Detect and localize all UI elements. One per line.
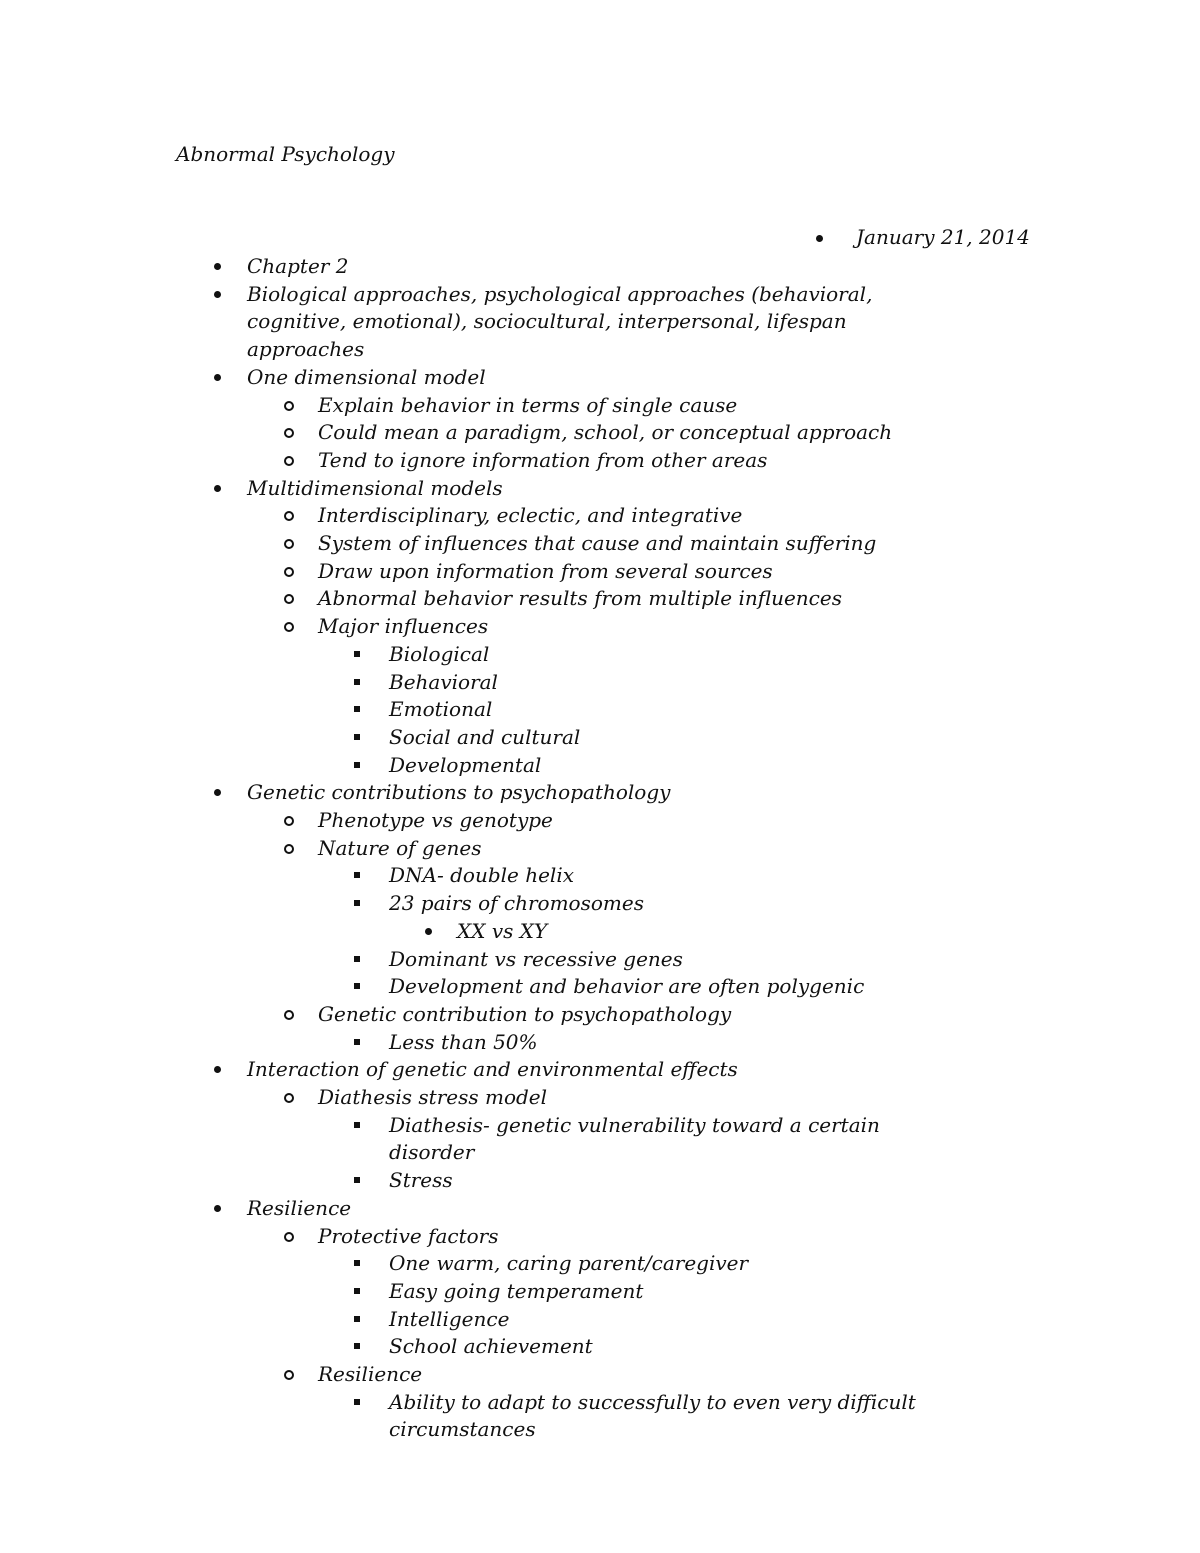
circle-bullet-icon: [284, 622, 294, 632]
outline-item: [354, 1389, 960, 1444]
outline-item: [354, 1029, 960, 1057]
outline-item: [285, 447, 960, 475]
date-text: January 21, 2014: [856, 225, 1030, 249]
outline-item-text: Resilience: [247, 1195, 352, 1220]
outline-item: [214, 281, 960, 364]
outline-item: [354, 890, 960, 918]
outline-item-text: Easy going temperament: [389, 1278, 644, 1303]
outline-item-text: Behavioral: [389, 669, 498, 694]
outline-item-text: Tend to ignore information from other areas: [318, 447, 768, 472]
outline-item-text: Interdisciplinary, eclectic, and integrative: [318, 503, 743, 528]
outline-item-text: Multidimensional models: [247, 475, 503, 500]
outline-item-text: Draw upon information from several sources: [318, 558, 773, 583]
outline-item-text: Social and cultural: [389, 724, 581, 749]
outline-item-text: Genetic contributions to psychopathology: [247, 780, 671, 805]
square-bullet-icon: [354, 651, 360, 657]
outline-item-text: Stress: [389, 1168, 453, 1193]
disc-bullet-icon: [214, 1205, 221, 1212]
outline-item: [354, 1250, 960, 1278]
outline-item-text: Biological approaches, psychological approaches (behavioral, cognitive, emotional), sociocultural, interpersonal, lifespan approaches: [247, 281, 873, 361]
square-bullet-icon: [354, 900, 360, 906]
square-bullet-icon: [354, 1399, 360, 1405]
outline-item: [285, 502, 960, 530]
circle-bullet-icon: [284, 428, 294, 438]
outline-item: [214, 475, 960, 503]
disc-bullet-icon: [425, 928, 432, 935]
outline-item: [354, 1333, 960, 1361]
square-bullet-icon: [354, 872, 360, 878]
outline-item-text: Developmental: [389, 752, 542, 777]
outline-item: [285, 1001, 960, 1029]
outline-item: [285, 613, 960, 641]
outline-item-text: One dimensional model: [247, 364, 486, 389]
square-bullet-icon: [354, 1288, 360, 1294]
disc-bullet-icon: [214, 291, 221, 298]
square-bullet-icon: [354, 983, 360, 989]
outline-item-text: Dominant vs recessive genes: [389, 946, 683, 971]
outline-item-text: Genetic contribution to psychopathology: [318, 1001, 732, 1026]
square-bullet-icon: [354, 706, 360, 712]
outline-item: [285, 419, 960, 447]
outline-item: [285, 1223, 960, 1251]
outline-item: [214, 364, 960, 392]
outline-item-text: Emotional: [389, 697, 493, 722]
circle-bullet-icon: [284, 1232, 294, 1242]
outline-item: [354, 696, 960, 724]
outline-item: [425, 918, 960, 946]
outline-item-text: Protective factors: [318, 1223, 499, 1248]
square-bullet-icon: [354, 679, 360, 685]
circle-bullet-icon: [284, 539, 294, 549]
outline-item-text: School achievement: [389, 1334, 593, 1359]
square-bullet-icon: [354, 1122, 360, 1128]
square-bullet-icon: [354, 1039, 360, 1045]
outline-item: [354, 669, 960, 697]
outline-item-text: Chapter 2: [247, 254, 349, 278]
square-bullet-icon: [354, 1316, 360, 1322]
outline-item-text: XX vs XY: [457, 918, 548, 943]
outline-item: [285, 392, 960, 420]
circle-bullet-icon: [284, 511, 294, 521]
outline-item-text: DNA- double helix: [389, 863, 574, 888]
square-bullet-icon: [354, 956, 360, 962]
outline-item: [214, 779, 960, 807]
outline-item-text: Diathesis- genetic vulnerability toward a certain disorder: [389, 1112, 880, 1165]
square-bullet-icon: [354, 762, 360, 768]
outline-item: [354, 862, 960, 890]
outline-item-text: 23 pairs of chromosomes: [389, 891, 644, 916]
circle-bullet-icon: [284, 816, 294, 826]
circle-bullet-icon: [284, 401, 294, 411]
outline-item: [285, 530, 960, 558]
outline-item: [285, 558, 960, 586]
square-bullet-icon: [354, 1343, 360, 1349]
disc-bullet-icon: [214, 263, 221, 270]
outline-item-text: Could mean a paradigm, school, or conceptual approach: [318, 420, 893, 445]
disc-bullet-icon: [214, 485, 221, 492]
disc-bullet-icon: [214, 374, 221, 381]
outline-item: [214, 253, 960, 281]
outline-item-text: System of influences that cause and maintain suffering: [318, 531, 877, 555]
outline-item-text: Less than 50%: [389, 1029, 538, 1054]
disc-bullet-icon: [214, 1066, 221, 1073]
circle-bullet-icon: [284, 456, 294, 466]
outline-item-text: Intelligence: [389, 1306, 510, 1331]
outline-item: [354, 973, 960, 1001]
disc-bullet-icon: [214, 789, 221, 796]
circle-bullet-icon: [284, 1370, 294, 1380]
outline-item: [354, 752, 960, 780]
outline-item: [285, 835, 960, 863]
outline-item-text: One warm, caring parent/caregiver: [389, 1251, 749, 1276]
outline-item-text: Development and behavior are often polygenic: [389, 974, 865, 999]
document-title: Abnormal Psychology: [176, 142, 395, 166]
circle-bullet-icon: [284, 1010, 294, 1020]
outline-item-text: Diathesis stress model: [318, 1085, 548, 1109]
disc-bullet-icon: [816, 235, 823, 242]
square-bullet-icon: [354, 1260, 360, 1266]
outline-item: [285, 1361, 960, 1389]
outline-item-text: Biological: [389, 641, 490, 666]
square-bullet-icon: [354, 734, 360, 740]
outline-item-text: Phenotype vs genotype: [318, 808, 553, 832]
outline-item: [214, 1056, 960, 1084]
outline-item: [285, 585, 960, 613]
outline-item-text: Major influences: [318, 614, 489, 639]
outline-item: [354, 1278, 960, 1306]
outline-item: [354, 641, 960, 669]
outline-item: [285, 1084, 960, 1112]
outline-item: [285, 807, 960, 835]
circle-bullet-icon: [284, 1093, 294, 1103]
outline-item-text: Explain behavior in terms of single cause: [318, 392, 738, 417]
outline-item-text: Abnormal behavior results from multiple influences: [318, 586, 842, 611]
circle-bullet-icon: [284, 844, 294, 854]
outline-item: [354, 1306, 960, 1334]
circle-bullet-icon: [284, 567, 294, 577]
outline-item-text: Ability to adapt to successfully to even very difficult circumstances: [389, 1389, 916, 1442]
outline-item-text: Interaction of genetic and environmental effects: [247, 1057, 738, 1082]
square-bullet-icon: [354, 1177, 360, 1183]
outline-item: [354, 946, 960, 974]
outline-item: [214, 1195, 960, 1223]
circle-bullet-icon: [284, 594, 294, 604]
outline-item: [354, 1112, 960, 1167]
outline-item-text: Resilience: [318, 1362, 423, 1386]
outline-item: [354, 724, 960, 752]
outline-item-text: Nature of genes: [318, 835, 482, 860]
outline-item: [354, 1167, 960, 1195]
